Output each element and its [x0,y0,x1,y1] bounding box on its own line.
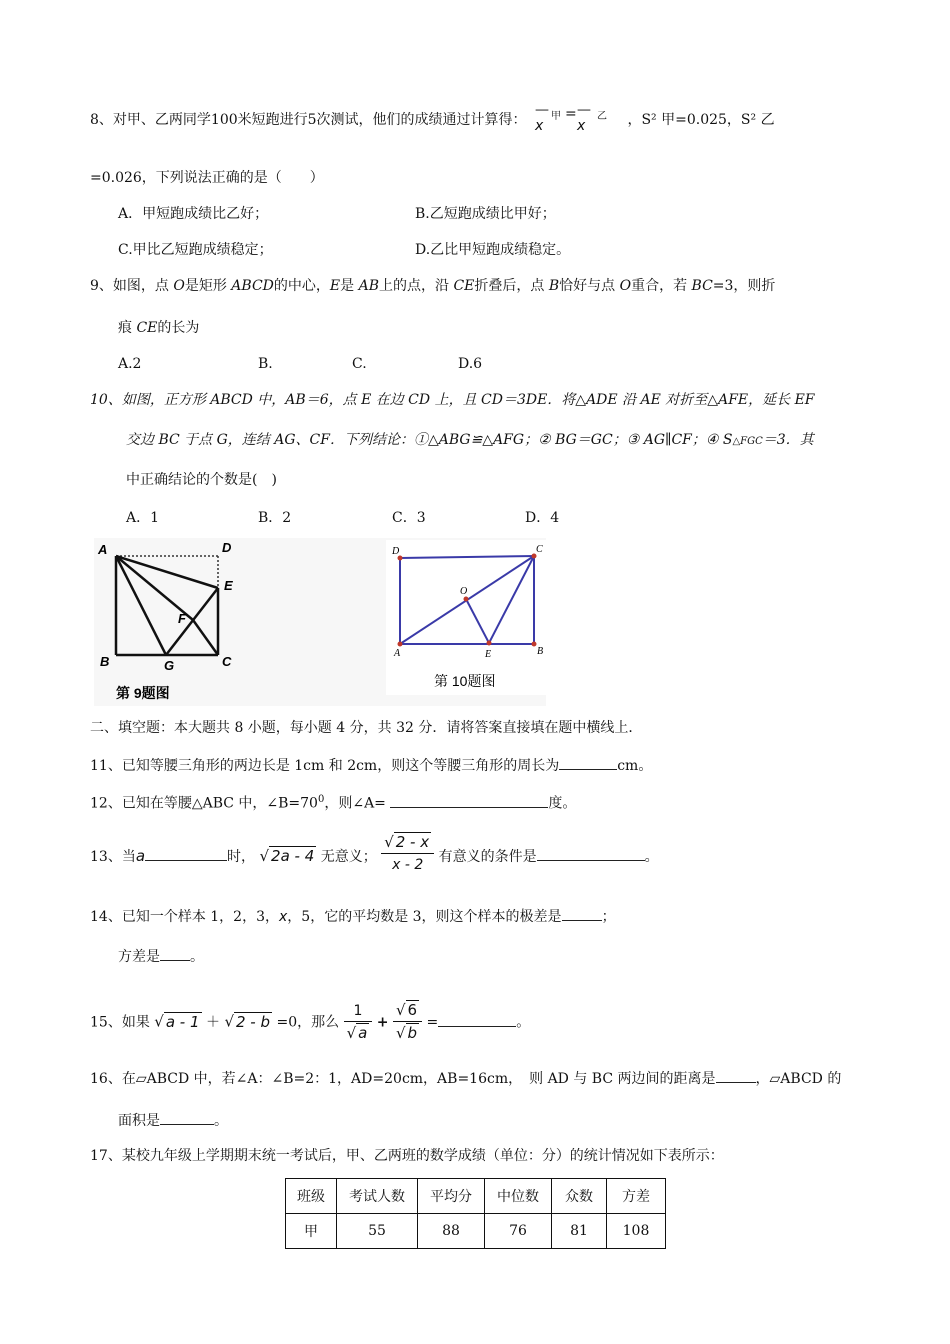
q14-range-blank[interactable] [562,906,602,921]
fig10-point-a [398,642,403,647]
radicand: 2 - b [236,1012,271,1031]
t: 12、已知在等腰△ABC 中，∠B=70 [90,795,318,812]
fig10-label-d: D [392,546,400,557]
t: 交边 BC 于点 G，连结 AG、CF．下列结论：①△ABG≌△AFG；② BG＝GC；③ AG∥CF；④ S [126,432,733,448]
q17-text: 17、某校九年级上学期期末统一考试后，甲、乙两班的数学成绩（单位：分）的统计情况如下表所示： [90,1148,724,1164]
eq-sign: = [565,106,577,122]
table-row [286,1214,666,1249]
q8-xbar-expr: — x 甲 = — x 乙 [535,102,607,134]
fig10-point-e [487,641,492,646]
fig9-label-a: A [98,542,108,557]
q10-option-d: D．4 [525,510,560,526]
fig9-label-f: F [178,611,186,626]
table-header-row [286,1179,666,1214]
t: =0，那么 [276,1014,340,1031]
t: 。 [516,1014,531,1031]
q10-option-a: A．1 [126,510,160,526]
frac-1-sqrt-a: $\frac{1}{√ a}$ [344,1001,373,1045]
q9-line2 [118,318,199,338]
t: ABCD 中，若∠A：∠B=2：1，AD=20cm，AB=16cm， 则 AD 与 BC 两边间的距离是 [146,1071,716,1087]
q16-area-blank[interactable] [160,1110,214,1125]
radicand: b [407,1024,418,1042]
sub-jia: 甲 [551,111,561,122]
sqrt-2-b: √ 2 - b [224,1012,271,1031]
q14-line1 [90,906,616,927]
var-ce: CE [453,278,475,294]
xbar-yi: x [577,118,586,134]
t: 面积是 [118,1113,160,1129]
t: 14、已知一个样本 1，2，3， [90,909,279,925]
q9-option-a: A.2 [118,356,142,372]
radicand: a - 1 [165,1012,200,1031]
table-cell: 55 [337,1214,418,1249]
fig9-label-d: D [222,540,232,555]
t: cm。 [617,758,653,774]
frac-sqrt6-sqrt-b: $\frac{√ 6}{√ b}$ [393,1000,422,1045]
q9-option-c: C. [352,356,367,372]
q17-stats-table [285,1178,666,1249]
t: 是 [340,278,359,294]
t: 的中心， [273,278,330,294]
q10-line2 [126,430,814,452]
t: 。 [190,949,204,965]
q13 [90,833,659,876]
fig9-line-fc [193,620,218,655]
var-o: O [173,278,185,294]
table-header-cell: 考试人数 [337,1179,418,1214]
fig9-label-g: G [164,658,175,673]
denominator: x - 2 [392,857,424,873]
plus: ＋ [205,1014,220,1031]
fig10-label-a: A [394,648,401,659]
q8-line1 [90,102,775,134]
t: ； [601,909,616,925]
table-header-cell: 班级 [286,1179,337,1214]
t: ＝3．其 [762,432,814,448]
var-ce: CE [136,320,158,336]
numerator: 1 [344,1001,373,1022]
var-x: x [279,909,288,925]
var-e: E [329,278,341,294]
sub-yi: 乙 [597,111,607,122]
fig10-point-o [464,597,469,602]
var-bc: BC [691,278,713,294]
t: 15、如果 [90,1014,150,1031]
q16-distance-blank[interactable] [716,1068,756,1083]
parallelogram-symbol: ▱ [769,1071,781,1087]
t: 恰好与点 [559,278,620,294]
fig10-line-ce [489,556,534,643]
figure-10-area [386,540,551,695]
sqrt-a-1: √ a - 1 [154,1012,200,1031]
t: 的长为 [157,320,200,336]
q8-option-d: D.乙比甲短跑成绩稳定。 [415,242,571,258]
sqrt-2a-4: √ 2a - 4 [259,847,315,865]
var-o: O [619,278,632,294]
q15-answer-blank[interactable] [438,1012,516,1027]
radicand: 2 - x [395,833,430,851]
fig10-label-b: B [537,646,544,657]
xbar-jia: x [535,118,544,134]
q11 [90,755,652,776]
t: 度。 [548,795,577,812]
var-abcd: ABCD [231,278,274,294]
table-header-cell: 众数 [552,1179,607,1214]
t: ，5，它的平均数是 3，则这个样本的极差是 [287,909,562,925]
deg-sup: 0 [317,794,325,805]
t: 16、在 [90,1071,136,1087]
q9-option-b: B. [258,356,273,372]
t: 折叠后，点 [474,278,549,294]
t: ，则∠A= [324,795,386,812]
t: 13、当 [90,849,136,865]
q8-option-c: C.甲比乙短跑成绩稳定； [118,242,273,258]
frac-sqrt-2-x: $\frac{√ 2 - x}{x - 2}$ [381,832,434,876]
q8-variance: ，S² 甲=0.025，S² 乙 [627,112,775,128]
t: 无意义； [320,849,377,865]
var-ab: AB [358,278,379,294]
q16-line1 [90,1068,841,1089]
fig10-label-o: O [460,586,468,597]
q16-line2 [118,1110,228,1131]
q10-option-c: C．3 [392,510,426,526]
radicand: 6 [407,1001,418,1019]
fig9-line-ag [116,556,166,655]
fig10-caption: 第 10题图 [434,673,496,689]
t: 时， [227,849,256,865]
table-cell: 81 [552,1214,607,1249]
t: = [426,1014,439,1031]
q9-line1 [90,276,775,296]
q12 [90,790,576,814]
table-header-cell: 方差 [607,1179,666,1214]
fig10-label-c: C [536,544,543,555]
fig9-line-ae [116,556,218,588]
table-cell: 76 [485,1214,552,1249]
q14-line2 [118,946,204,967]
table-cell: 108 [607,1214,666,1249]
var-b: B [548,278,560,294]
t: 上的点，沿 [379,278,454,294]
t: =3，则折 [712,278,776,294]
t: 有意义的条件是 [438,849,537,865]
figure-9 [94,538,244,706]
figure-10 [386,540,551,695]
q9-option-d: D.6 [458,356,483,372]
table-header-cell: 平均分 [418,1179,485,1214]
t: 重合，若 [631,278,692,294]
fig9-label-c: C [222,654,232,669]
q13-blank-2[interactable] [537,846,645,861]
t: 是矩形 [184,278,232,294]
t: 痕 [118,320,137,336]
fig9-label-e: E [224,578,233,593]
t: 11、已知等腰三角形的两边长是 1cm 和 2cm，则这个等腰三角形的周长为 [90,758,560,774]
q10-line1: 10、如图，正方形 ABCD 中，AB＝6，点 E 在边 CD 上，且 CD＝3DE．将△ADE 沿 AE 对折至△AFE，延长 EF [90,392,815,408]
q8-option-b: B.乙短跑成绩比甲好； [415,206,556,222]
t: ABCD 的 [780,1071,842,1087]
t: 。 [214,1113,228,1129]
q10-line3: 中正确结论的个数是( ) [126,472,277,488]
q8-line2: =0.026，下列说法正确的是（ ） [90,170,324,186]
q8-option-a: A．甲短跑成绩比乙好； [118,206,269,222]
sub-fgc: △FGC [732,436,763,447]
t: 9、如图，点 [90,278,174,294]
radicand: 2a - 4 [271,847,315,865]
parallelogram-symbol: ▱ [135,1071,147,1087]
t: 方差是 [118,949,160,965]
q14-variance-blank[interactable] [160,946,190,961]
var-a: a [135,847,146,865]
fig9-label-b: B [100,654,110,669]
fig10-line-oe [466,599,489,643]
radicand: a [358,1023,368,1042]
t: ， [755,1071,770,1087]
table-cell: 88 [418,1214,485,1249]
table-header-cell: 中位数 [485,1179,552,1214]
q15: 15、如果 √ a - 1 ＋ √ 2 - b =0，那么 $\frac{1}{√ a}$ + $\frac{√ 6}{√ b}$ = 。 [90,1000,530,1045]
q8-text: 8、对甲、乙两同学100米短跑进行5次测试，他们的成绩通过计算得： [90,112,527,128]
fig10-label-e: E [485,649,492,660]
table-cell: 甲 [286,1214,337,1249]
q12-answer-blank[interactable] [390,793,548,808]
section-2-heading: 二、填空题：本大题共 8 小题，每小题 4 分，共 32 分．请将答案直接填在题中横线上． [90,720,643,736]
q11-answer-blank[interactable] [559,755,617,770]
q10-option-b: B．2 [258,510,292,526]
q13-blank-1[interactable] [145,846,227,861]
fig10-point-b [532,642,537,647]
t: 。 [644,849,659,865]
fig9-caption: 第 9题图 [116,685,170,701]
